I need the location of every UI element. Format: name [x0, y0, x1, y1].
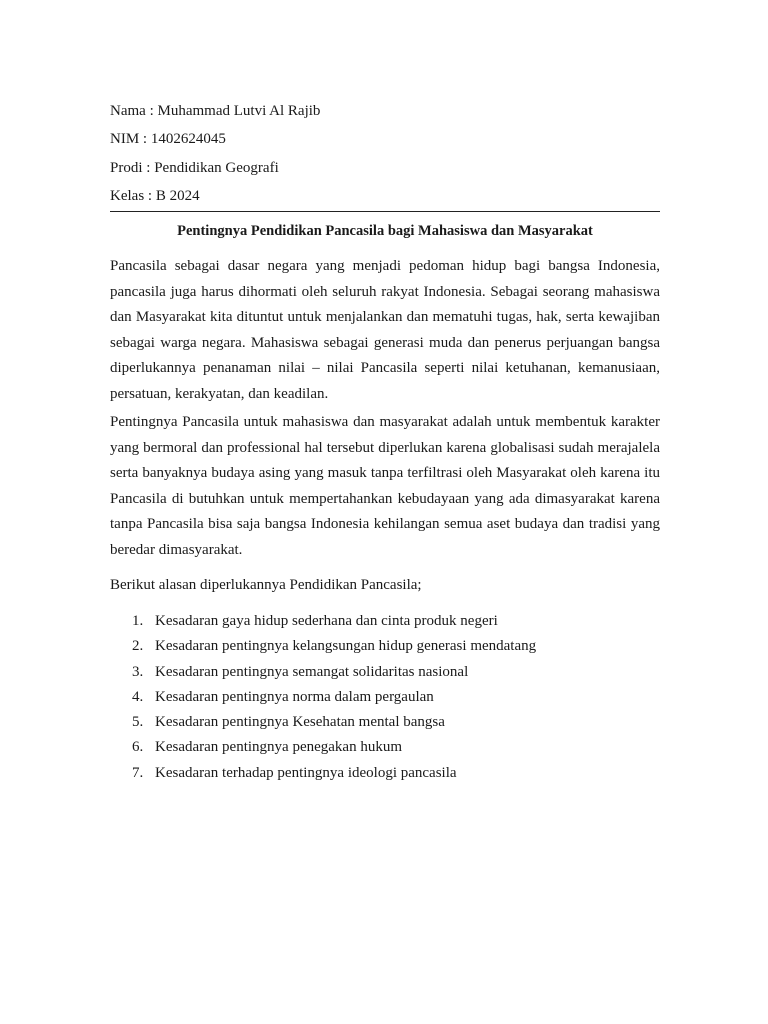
kelas-value: B 2024: [155, 187, 200, 204]
reasons-list: [110, 609, 660, 786]
list-item: [110, 735, 660, 760]
list-item: [110, 634, 660, 659]
list-item-number: 4.: [132, 688, 144, 705]
list-item: [110, 609, 660, 634]
nim-label: NIM :: [110, 131, 151, 147]
list-item-text: Kesadaran pentingnya semangat solidaritas nasional: [155, 663, 469, 680]
list-item: [110, 761, 660, 786]
list-item-number: 1.: [132, 613, 144, 629]
paragraph-3: Berikut alasan diperlukannya Pendidikan Pancasila;: [110, 577, 422, 593]
document-page: [110, 0, 660, 1024]
name-value: Muhammad Lutvi Al Rajib: [157, 103, 321, 119]
list-item: [110, 660, 660, 685]
list-item-number: 6.: [132, 739, 144, 756]
student-kelas: [110, 187, 660, 206]
prodi-value: Pendidikan Geografi: [154, 159, 279, 176]
list-item-text: Kesadaran gaya hidup sederhana dan cinta produk negeri: [155, 613, 498, 629]
student-name: [110, 102, 660, 121]
list-item: [110, 710, 660, 735]
paragraph-2: Pentingnya Pancasila untuk mahasiswa dan masyarakat adalah untuk membentuk karakter yang bermoral dan professional hal tersebut diperlukan karena globalisasi sudah merajalela serta banyaknya budaya asing yang masuk tanpa terfiltrasi oleh Masyarakat oleh karena itu Pancasila di butuhkan untuk mempertahankan kebudayaan yang ada dimasyarakat karena tanpa Pancasila bisa saja bangsa Indonesia kehilangan semua aset budaya dan tradisi yang beredar dimasyarakat.: [110, 414, 660, 558]
nim-value: 1402624045: [150, 131, 226, 148]
list-item-number: 7.: [132, 764, 144, 781]
list-item-number: 5.: [132, 714, 144, 731]
kelas-label: Kelas :: [110, 188, 156, 204]
list-item-text: Kesadaran pentingnya penegakan hukum: [155, 739, 402, 756]
list-item-number: 2.: [132, 638, 144, 655]
list-item-number: 3.: [132, 663, 144, 680]
student-nim: [110, 130, 660, 149]
list-item: [110, 685, 660, 710]
name-label: Nama :: [110, 103, 158, 119]
prodi-label: Prodi :: [110, 160, 154, 176]
paragraph-1: Pancasila sebagai dasar negara yang menjadi pedoman hidup bagi bangsa Indonesia, pancasila juga harus dihormati oleh seluruh rakyat Indonesia. Sebagai seorang mahasiswa dan Masyarakat kita dituntut untuk menjalankan dan mematuhi tugas, hak, serta kewajiban sebagai warga negara. Mahasiswa sebagai generasi muda dan penerus perjuangan bangsa diperlukannya penanaman nilai – nilai Pancasila seperti nilai ketuhanan, kemanusiaan, persatuan, kerakyatan, dan keadilan.: [110, 258, 660, 402]
list-item-text: Kesadaran pentingnya kelangsungan hidup generasi mendatang: [155, 638, 537, 655]
list-item-text: Kesadaran pentingnya norma dalam pergaulan: [155, 688, 434, 705]
list-item-text: Kesadaran pentingnya Kesehatan mental bangsa: [155, 714, 445, 731]
header-divider: [110, 211, 660, 212]
student-prodi: [110, 159, 660, 178]
list-item-text: Kesadaran terhadap pentingnya ideologi pancasila: [155, 764, 457, 781]
document-title: Pentingnya Pendidikan Pancasila bagi Mahasiswa dan Masyarakat: [177, 223, 593, 239]
student-info: [110, 102, 660, 215]
